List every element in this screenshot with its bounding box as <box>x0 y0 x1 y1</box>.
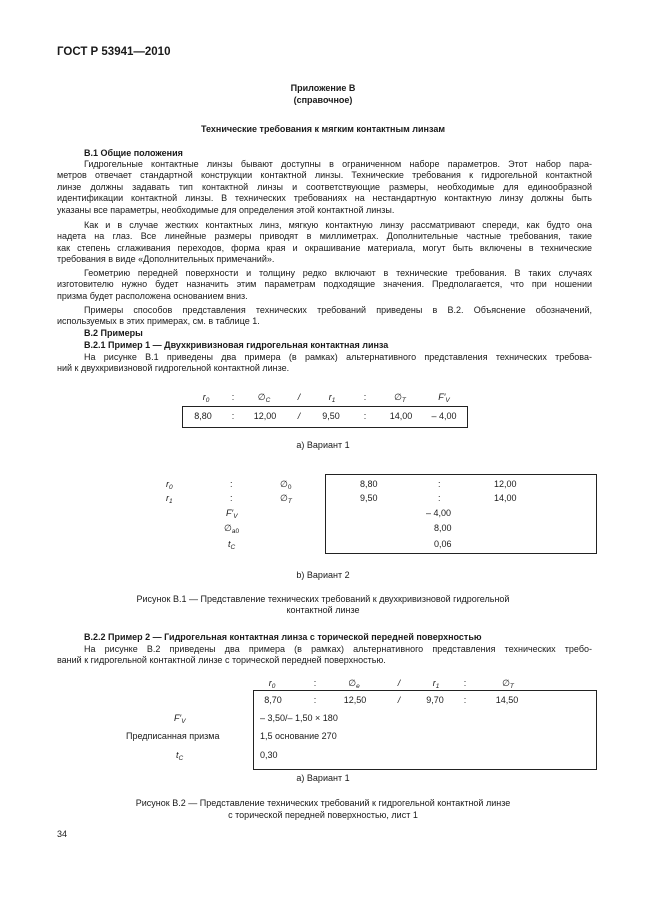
b1-heading: В.1 Общие положения <box>84 148 183 158</box>
fig2a-v: : <box>463 695 467 705</box>
section-title: Технические требования к мягким контактным линзам <box>200 124 446 134</box>
fig1b-diamT: $\emptyset_T$ <box>280 493 292 505</box>
text-line: На рисунке В.1 приведены два примера (в рамках) альтернативного представления технических требова- <box>84 352 592 362</box>
fig2a-v: 8,70 <box>264 695 282 705</box>
fig2a-prism-label: Предписанная призма <box>126 731 220 741</box>
text-line: ний к двухкривизновой гидрогельной контактной линзе. <box>57 363 290 374</box>
fig1a-v: 8,80 <box>194 411 212 421</box>
fig2a-h: : <box>463 678 467 688</box>
fig2a-v: 9,70 <box>426 695 444 705</box>
fig1b-r0: $r_0$ <box>166 479 173 491</box>
fig1b-r1: $r_1$ <box>166 493 173 505</box>
fig2a-v: : <box>313 695 317 705</box>
text-line: Гидрогельные контактные линзы бывают доступны в ограниченном наборе параметров. Этот набор пара- <box>84 159 592 169</box>
fig2a-h-diam-t: $\emptyset_T$ <box>502 678 514 690</box>
fig1b-colon: : <box>230 493 233 503</box>
fig1b-fv: $F'_V$ <box>226 508 238 520</box>
fig2a-h-r0: $r_0$ <box>268 678 276 690</box>
text-line: указаны все параметры, необходимые для определения этой контактной линзы. <box>57 204 395 215</box>
ex1-text <box>57 352 592 375</box>
fig1a-v: 14,00 <box>389 411 413 421</box>
standard-header: ГОСТ Р 53941—2010 <box>57 46 171 58</box>
fig2a-fv-value: – 3,50/– 1,50 × 180 <box>260 713 338 723</box>
fig1b-tc: $t_C$ <box>228 539 236 551</box>
text-line: Примеры способов представления технических требований приведены в В.2. Объяснение обозначений, <box>84 305 592 315</box>
fig1b-v: – 4,00 <box>426 508 452 518</box>
ex1-heading: В.2.1 Пример 1 — Двухкривизновая гидрогельная контактная линза <box>84 340 389 350</box>
fig1a-h-colon2: : <box>363 392 367 402</box>
fig1b-colon: : <box>230 479 233 489</box>
fig2a-h: / <box>397 678 401 688</box>
fig2a-prism-value: 1,5 основание 270 <box>260 731 337 741</box>
fig1a-caption: а) Вариант 1 <box>296 440 350 450</box>
text-line: Геометрию передней поверхности и толщину редко включают в технические требования. В таких случаях <box>84 268 592 278</box>
b2-heading: В.2 Примеры <box>84 328 143 338</box>
fig1a-v: : <box>363 411 367 421</box>
fig1b-v: 8,80 <box>360 479 378 489</box>
text-line: идентификации контактной линзы. В технических требованиях на нестандартную контактную линзу должны быть <box>57 193 592 204</box>
fig1b-v: 14,00 <box>494 493 517 503</box>
b1-paragraph-2 <box>57 220 592 266</box>
fig2-caption-line1: Рисунок В.2 — Представление технических требований к гидрогельной контактной линзе <box>135 798 511 808</box>
fig2a-v: 14,50 <box>495 695 519 705</box>
fig2a-tc-label: $t_C$ <box>176 750 184 762</box>
fig1b-v: 12,00 <box>494 479 517 489</box>
appendix-title: Приложение В <box>290 83 356 93</box>
ex2-text <box>57 644 592 667</box>
fig1a-v: / <box>297 411 301 421</box>
fig1a-h-fv: $F'_V$ <box>438 392 450 404</box>
fig2a-v: 12,50 <box>343 695 367 705</box>
fig1b-v: 9,50 <box>360 493 378 503</box>
fig1a-h-r1: $r_1$ <box>328 392 336 404</box>
fig1a-v: : <box>231 411 235 421</box>
fig1b-v: 0,06 <box>434 539 452 549</box>
fig1a-h-r0: $r_0$ <box>202 392 210 404</box>
fig1b-v: 8,00 <box>434 523 452 533</box>
fig1b-caption: b) Вариант 2 <box>296 570 350 580</box>
text-line: призма будет расположена основанием вниз. <box>57 290 248 301</box>
text-line: На рисунке В.2 приведены два примера (в рамках) альтернативного представления технических требо- <box>84 644 592 654</box>
fig1b-diam0: $\emptyset_0$ <box>280 479 292 491</box>
fig1b-v: : <box>438 479 441 489</box>
fig2a-caption: а) Вариант 1 <box>296 773 350 783</box>
fig1-caption-line1: Рисунок В.1 — Представление технических требований к двухкривизновой гидрогельной <box>136 594 510 604</box>
text-line: требования в виде «Дополнительных примечаний». <box>57 254 275 265</box>
text-line: надета на глаз. Все линейные размеры приводят в миллиметрах. Дополнительные частные требования, такие <box>57 231 592 242</box>
appendix-subtitle: (справочное) <box>293 95 353 105</box>
fig2a-tc-value: 0,30 <box>260 750 278 760</box>
text-line: используемых в этих примерах, см. в таблице 1. <box>57 316 260 327</box>
fig1a-h-colon: : <box>231 392 235 402</box>
fig2a-fv-label: $F'_V$ <box>174 713 186 725</box>
b1-paragraph-3 <box>57 268 592 302</box>
fig2a-h: : <box>313 678 317 688</box>
text-line: Как и в случае жестких контактных линз, мягкую контактную линзу рассматривают спереди, как будто она <box>84 220 592 230</box>
text-line: изготовителю нужно будет назначить этим параметрам подходящие значения. Предполагается, что при ношении <box>57 279 592 290</box>
page-number: 34 <box>57 829 68 839</box>
b1-paragraph-1 <box>57 159 592 216</box>
fig1a-h-diam-c: $\emptyset_C$ <box>257 392 271 404</box>
fig1b-v: : <box>438 493 441 503</box>
fig2-caption-line2: с торической передней поверхностью, лист 1 <box>228 810 418 820</box>
text-line: метров отвечает стандартной конструкции контактной линзы. Технические требования к гидрогельной контактной <box>57 170 592 181</box>
fig1a-v: – 4,00 <box>431 411 457 421</box>
fig1b-diam-a0: $\emptyset_{a0}$ <box>224 523 240 535</box>
b1-paragraph-4 <box>57 305 592 328</box>
fig1a-v: 12,00 <box>253 411 277 421</box>
fig1a-h-slash: / <box>297 392 301 402</box>
fig2a-h-diam-e: $\emptyset_e$ <box>348 678 360 690</box>
fig2a-h-r1: $r_1$ <box>432 678 440 690</box>
fig1a-h-diam-t: $\emptyset_T$ <box>394 392 406 404</box>
fig2a-v: / <box>397 695 401 705</box>
text-line: как степень сглаживания переходов, форма края и окрашивание материала, могут быть включены в технические <box>57 242 592 253</box>
fig1a-v: 9,50 <box>322 411 340 421</box>
ex2-heading: В.2.2 Пример 2 — Гидрогельная контактная линза с торической передней поверхностью <box>84 632 482 642</box>
text-line: линзе должны задавать тип контактной линзы и соответствующие размеры, необходимые для единообразной <box>57 181 592 192</box>
fig1-caption-line2: контактной линзе <box>286 605 360 615</box>
text-line: ваний к гидрогельной контактной линзе с торической передней поверхностью. <box>57 655 386 666</box>
